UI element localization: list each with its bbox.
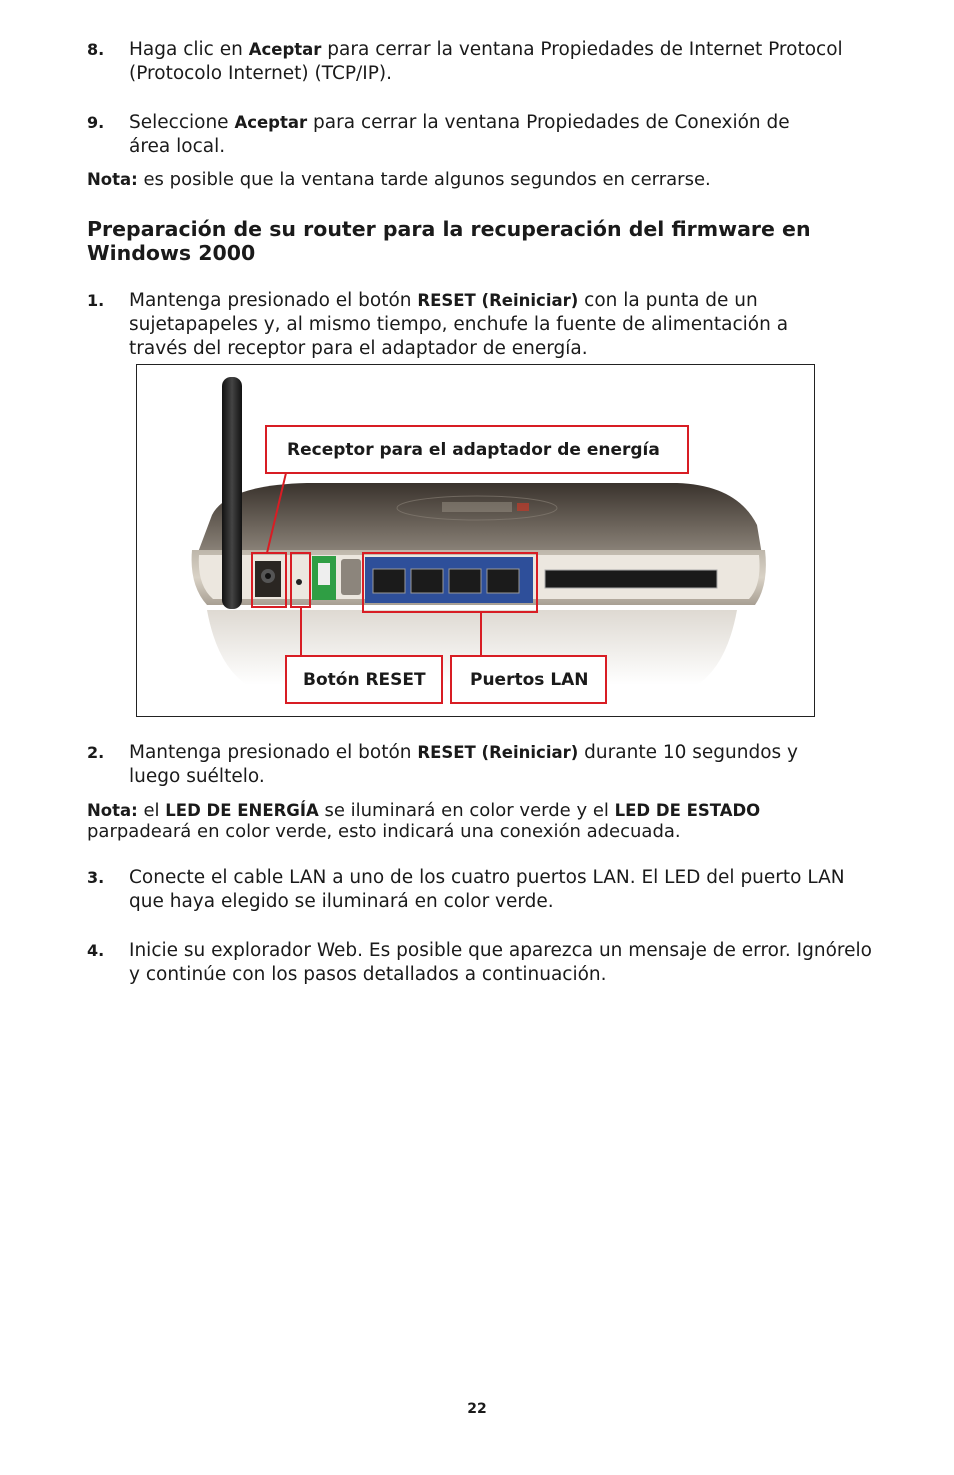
callout-lan-ports: Puertos LAN: [450, 655, 607, 704]
step-9: [87, 111, 817, 159]
note-label: Nota:: [87, 170, 138, 189]
step-3: [87, 866, 877, 914]
step-2: [87, 741, 827, 789]
step-number: 3.: [87, 868, 105, 887]
step-number: 8.: [87, 40, 105, 59]
step-1: [87, 289, 807, 361]
router-figure: [136, 364, 815, 717]
note-led-status: Nota: el LED DE ENERGÍA se iluminará en color verde y el LED DE ESTADO parpadeará en color verde, esto indicará una conexión adecuada.: [87, 800, 761, 842]
section-heading: Preparación de su router para la recuperación del firmware en Windows 2000: [87, 217, 811, 265]
note-closing-delay: Nota: es posible que la ventana tarde algunos segundos en cerrarse.: [87, 169, 711, 190]
step-8: [87, 38, 847, 86]
step-4: [87, 939, 887, 987]
step-text: Inicie su explorador Web. Es posible que aparezca un mensaje de error. Ignórelo y continúe con los pasos detallados a continuación.: [129, 940, 872, 985]
step-number: 1.: [87, 291, 105, 310]
step-text: Seleccione Aceptar para cerrar la ventana Propiedades de Conexión de área local.: [129, 112, 790, 157]
step-text: Mantenga presionado el botón RESET (Reiniciar) durante 10 segundos y luego suéltelo.: [129, 742, 798, 787]
page-number: 22: [467, 1401, 487, 1417]
step-text: Haga clic en Aceptar para cerrar la ventana Propiedades de Internet Protocol (Protocolo Internet) (TCP/IP).: [129, 39, 843, 84]
step-text: Mantenga presionado el botón RESET (Reiniciar) con la punta de un sujetapapeles y, al mismo tiempo, enchufe la fuente de alimentación a través del receptor para el adaptador de energía.: [129, 290, 789, 359]
note-label: Nota:: [87, 801, 138, 820]
step-number: 4.: [87, 941, 105, 960]
callout-power-receptor: Receptor para el adaptador de energía: [265, 425, 689, 474]
step-number: 2.: [87, 743, 105, 762]
step-number: 9.: [87, 113, 105, 132]
step-text: Conecte el cable LAN a uno de los cuatro puertos LAN. El LED del puerto LAN que haya elegido se iluminará en color verde.: [129, 867, 845, 912]
callout-reset-button: Botón RESET: [285, 655, 443, 704]
